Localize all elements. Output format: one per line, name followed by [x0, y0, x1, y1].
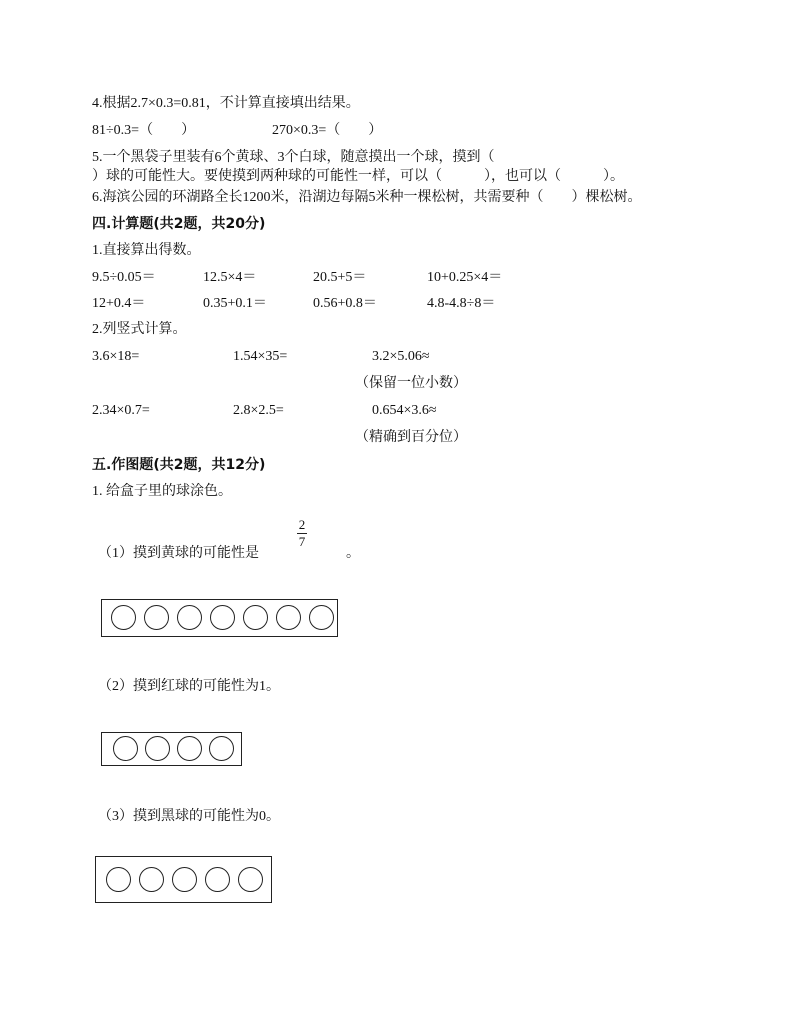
- calc-item: 20.5+5＝: [313, 270, 367, 285]
- ball-box-2: [101, 732, 242, 766]
- ball-circle[interactable]: [243, 605, 268, 630]
- ball-circle[interactable]: [177, 605, 202, 630]
- calc-item: 4.8-4.8÷8＝: [427, 296, 496, 311]
- ball-circle[interactable]: [205, 867, 230, 892]
- vertical-calc-item: 2.8×2.5=: [233, 403, 284, 418]
- s4-p1-title: 1.直接算出得数。: [92, 243, 201, 258]
- ball-circle[interactable]: [113, 736, 138, 761]
- rounding-note: （精确到百分位）: [355, 430, 467, 445]
- ball-circle[interactable]: [210, 605, 235, 630]
- ball-box-3: [95, 856, 272, 903]
- calc-item: 9.5÷0.05＝: [92, 270, 156, 285]
- ball-circle[interactable]: [172, 867, 197, 892]
- s4-p2-title: 2.列竖式计算。: [92, 322, 187, 337]
- section4-title: 四.计算题(共2题，共20分): [92, 216, 266, 232]
- vertical-calc-item: 3.2×5.06≈: [372, 349, 430, 364]
- sub2-text: （2）摸到红球的可能性为1。: [98, 679, 280, 694]
- q4-blank-a[interactable]: 81÷0.3=（ ）: [92, 123, 196, 138]
- vertical-calc-item: 1.54×35=: [233, 349, 288, 364]
- calc-item: 10+0.25×4＝: [427, 270, 503, 285]
- sub3-text: （3）摸到黑球的可能性为0。: [98, 809, 280, 824]
- ball-circle[interactable]: [139, 867, 164, 892]
- ball-circle[interactable]: [238, 867, 263, 892]
- ball-circle[interactable]: [276, 605, 301, 630]
- rounding-note: （保留一位小数）: [355, 376, 467, 391]
- ball-circle[interactable]: [177, 736, 202, 761]
- vertical-calc-item: 3.6×18=: [92, 349, 140, 364]
- q4-blank-b[interactable]: 270×0.3=（ ）: [272, 123, 383, 138]
- ball-circle[interactable]: [106, 867, 131, 892]
- q5-text-line2: ）球的可能性大。要使摸到两种球的可能性一样，可以（ ），也可以（ ）。: [92, 169, 624, 184]
- calc-item: 12.5×4＝: [203, 270, 257, 285]
- q4-text: 4.根据2.7×0.3=0.81，不计算直接填出结果。: [92, 96, 360, 111]
- s5-p1-title: 1. 给盒子里的球涂色。: [92, 484, 232, 499]
- ball-circle[interactable]: [145, 736, 170, 761]
- q6-text: 6.海滨公园的环湖路全长1200米，沿湖边每隔5米种一棵松树，共需要种（ ）棵松树。: [92, 190, 642, 205]
- calc-item: 0.35+0.1＝: [203, 296, 267, 311]
- ball-circle[interactable]: [144, 605, 169, 630]
- fraction-numerator: 2: [298, 517, 306, 532]
- ball-circle[interactable]: [111, 605, 136, 630]
- sub1-text: （1）摸到黄球的可能性是: [98, 546, 259, 561]
- vertical-calc-item: 0.654×3.6≈: [372, 403, 437, 418]
- ball-box-1: [101, 599, 338, 637]
- q5-text-line1: 5.一个黑袋子里装有6个黄球、3个白球，随意摸出一个球，摸到（: [92, 150, 495, 165]
- ball-circle[interactable]: [209, 736, 234, 761]
- ball-circle[interactable]: [309, 605, 334, 630]
- section5-title: 五.作图题(共2题，共12分): [92, 457, 266, 473]
- fraction-denominator: 7: [298, 534, 306, 549]
- vertical-calc-item: 2.34×0.7=: [92, 403, 150, 418]
- sub1-end: 。: [346, 546, 360, 561]
- calc-item: 12+0.4＝: [92, 296, 146, 311]
- calc-item: 0.56+0.8＝: [313, 296, 377, 311]
